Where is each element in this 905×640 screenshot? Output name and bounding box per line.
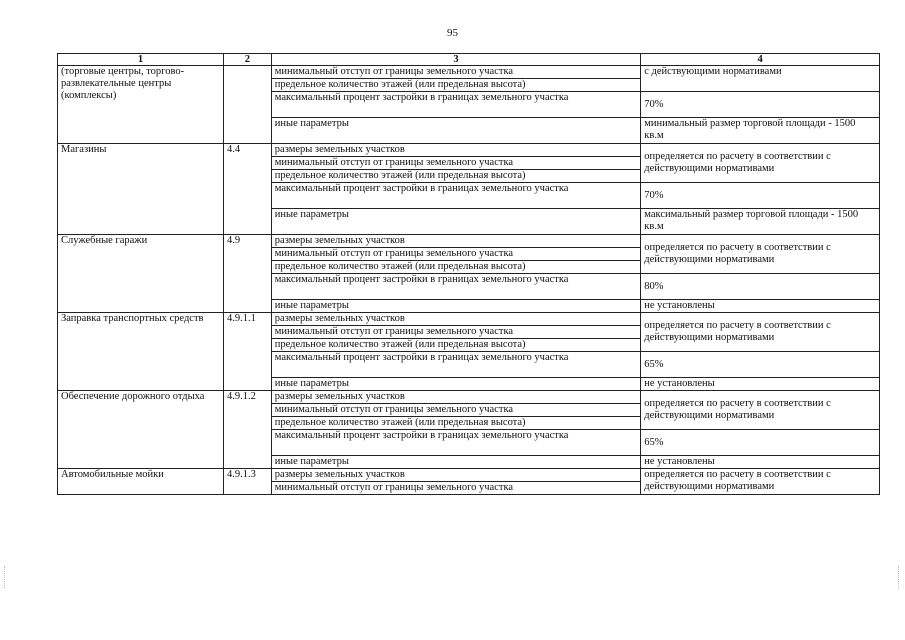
- param-max-percent: максимальный процент застройки в границах земельного участка: [271, 274, 640, 300]
- value-other: не установлены: [641, 378, 880, 391]
- param-sizes: размеры земельных участков: [271, 235, 640, 248]
- param-max-floors: предельное количество этажей (или предельная высота): [271, 79, 640, 92]
- value-percent: 65%: [641, 430, 880, 456]
- table-row: [58, 144, 880, 157]
- value-determined: определяется по расчету в соответствии с действующими нормативами: [641, 469, 880, 495]
- use-type-code: 4.9: [224, 235, 272, 313]
- value-determined: определяется по расчету в соответствии с действующими нормативами: [641, 313, 880, 352]
- param-sizes: размеры земельных участков: [271, 144, 640, 157]
- param-other: иные параметры: [271, 456, 640, 469]
- use-type-code: 4.4: [224, 144, 272, 235]
- value-determined: определяется по расчету в соответствии с действующими нормативами: [641, 235, 880, 274]
- param-max-floors: предельное количество этажей (или предельная высота): [271, 417, 640, 430]
- param-other: иные параметры: [271, 209, 640, 235]
- param-max-floors: предельное количество этажей (или предельная высота): [271, 339, 640, 352]
- param-max-percent: максимальный процент застройки в границах земельного участка: [271, 430, 640, 456]
- column-header-1: 1: [58, 54, 224, 66]
- value-other: минимальный размер торговой площади - 1500 кв.м: [641, 118, 880, 144]
- param-other: иные параметры: [271, 378, 640, 391]
- param-min-offset: минимальный отступ от границы земельного участка: [271, 326, 640, 339]
- param-other: иные параметры: [271, 300, 640, 313]
- column-header-3: 3: [271, 54, 640, 66]
- page-number: 95: [447, 27, 458, 39]
- scan-edge-mark-right: [898, 566, 901, 588]
- value-percent: 70%: [641, 92, 880, 118]
- use-type-name: Служебные гаражи: [58, 235, 224, 313]
- table-row: [58, 391, 880, 404]
- column-header-2: 2: [224, 54, 272, 66]
- param-max-percent: максимальный процент застройки в границах земельного участка: [271, 352, 640, 378]
- param-min-offset: минимальный отступ от границы земельного участка: [271, 404, 640, 417]
- use-type-name: Автомобильные мойки: [58, 469, 224, 495]
- param-sizes: размеры земельных участков: [271, 391, 640, 404]
- use-type-code: 4.9.1.2: [224, 391, 272, 469]
- param-min-offset: минимальный отступ от границы земельного участка: [271, 157, 640, 170]
- param-min-offset: минимальный отступ от границы земельного участка: [271, 248, 640, 261]
- value-other: не установлены: [641, 300, 880, 313]
- param-sizes: размеры земельных участков: [271, 469, 640, 482]
- param-other: иные параметры: [271, 118, 640, 144]
- column-header-4: 4: [641, 54, 880, 66]
- param-max-percent: максимальный процент застройки в границах земельного участка: [271, 183, 640, 209]
- use-type-name: Обеспечение дорожного отдыха: [58, 391, 224, 469]
- value-other: максимальный размер торговой площади - 1500 кв.м: [641, 209, 880, 235]
- use-type-name: Заправка транспортных средств: [58, 313, 224, 391]
- param-min-offset: минимальный отступ от границы земельного участка: [271, 66, 640, 79]
- param-max-percent: максимальный процент застройки в границах земельного участка: [271, 92, 640, 118]
- value-percent: 70%: [641, 183, 880, 209]
- use-type-name: (торговые центры, торгово-развлекательные центры (комплексы): [58, 66, 224, 144]
- land-use-parameters-table: [57, 53, 880, 495]
- use-type-code: [224, 66, 272, 144]
- param-max-floors: предельное количество этажей (или предельная высота): [271, 170, 640, 183]
- use-type-code: 4.9.1.3: [224, 469, 272, 495]
- table-row: [58, 235, 880, 248]
- table-row: [58, 66, 880, 79]
- table-row: [58, 313, 880, 326]
- use-type-code: 4.9.1.1: [224, 313, 272, 391]
- param-sizes: размеры земельных участков: [271, 313, 640, 326]
- value-percent: 65%: [641, 352, 880, 378]
- value-determined: определяется по расчету в соответствии с действующими нормативами: [641, 144, 880, 183]
- value-percent: 80%: [641, 274, 880, 300]
- param-max-floors: предельное количество этажей (или предельная высота): [271, 261, 640, 274]
- header-row: [58, 54, 880, 66]
- value-determined: определяется по расчету в соответствии с действующими нормативами: [641, 391, 880, 430]
- scan-edge-mark-left: [4, 566, 7, 588]
- table-row: [58, 469, 880, 482]
- value-other: не установлены: [641, 456, 880, 469]
- use-type-name: Магазины: [58, 144, 224, 235]
- value-determined: с действующими нормативами: [641, 66, 880, 92]
- param-min-offset: минимальный отступ от границы земельного участка: [271, 482, 640, 495]
